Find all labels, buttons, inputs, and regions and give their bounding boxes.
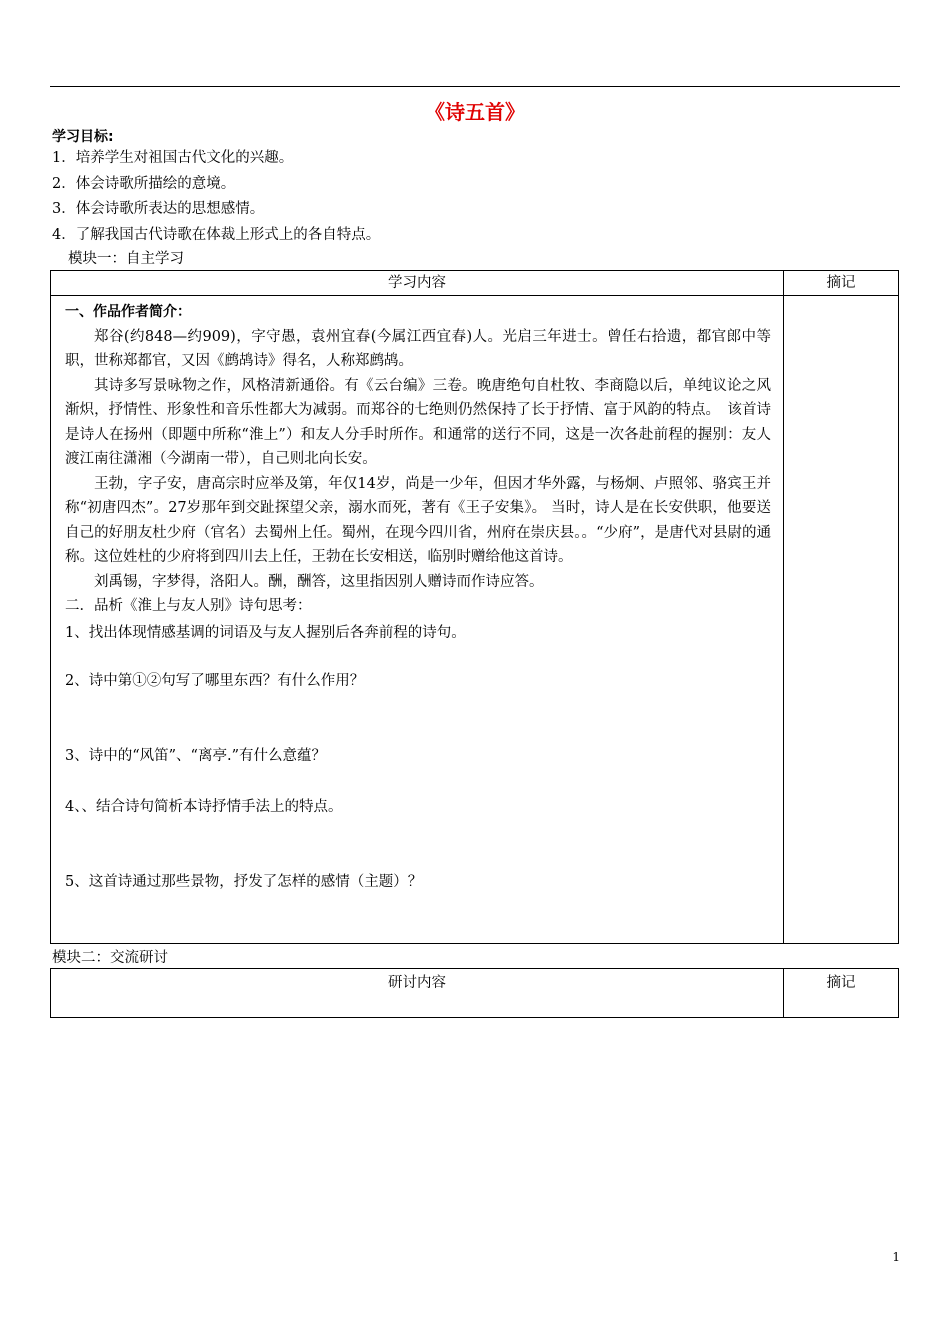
bio-paragraph: 其诗多写景咏物之作，风格清新通俗。有《云台编》三卷。晚唐绝句自杜牧、李商隐以后，单纯议论之风渐炽，抒情性、形象性和音乐性都大为减弱。而郑谷的七绝则仍然保持了长于抒情、富于风韵的特点。 该首诗是诗人在扬州（即题中所称“淮上”）和友人分手时所作。和通常的送行不同，这是一次各赴前程的握别：友人渡江南往潇湘（今湖南一带），自己则北向长安。 — [65, 377, 771, 467]
module1-content-header: 学习内容 — [51, 271, 784, 296]
question-item: 1、找出体现情感基调的词语及与友人握别后各奔前程的诗句。 — [65, 624, 466, 641]
module1-content-cell — [51, 296, 784, 944]
module2-notes-header: 摘记 — [784, 969, 899, 1018]
module2-content-header: 研讨内容 — [51, 969, 784, 1018]
section1-heading: 一、作品作者简介： — [65, 304, 191, 320]
bio-paragraph: 王勃，字子安，唐高宗时应举及第，年仅14岁，尚是一少年，但因才华外露，与杨炯、卢照邻、骆宾王并称“初唐四杰”。27岁那年到交趾探望父亲，溺水而死，著有《王子安集》。 当时，诗人是在长安供职，他要送自己的好朋友杜少府（官名）去蜀州上任。蜀州，在现今四川省，州府在崇庆县。。“少府”，是唐代对县尉的通称。这位姓杜的少府将到四川去上任，王勃在长安相送，临别时赠给他这首诗。 — [65, 475, 771, 565]
objective-item: 2．体会诗歌所描绘的意境。 — [52, 175, 236, 192]
question-item: 4、、结合诗句简析本诗抒情手法上的特点。 — [65, 799, 343, 815]
page-number: 1 — [892, 1250, 900, 1264]
question-item: 5、这首诗通过那些景物，抒发了怎样的感情（主题）？ — [65, 873, 423, 890]
page-title: 《诗五首》 — [425, 100, 525, 124]
module1-table — [50, 270, 899, 944]
module1-notes-cell[interactable] — [784, 296, 899, 944]
objective-item: 3．体会诗歌所表达的思想感情。 — [52, 201, 265, 217]
top-rule — [50, 86, 900, 87]
question-item: 2、诗中第①②句写了哪里东西？有什么作用？ — [65, 673, 365, 689]
objectives-list — [52, 148, 380, 250]
objective-item: 4．了解我国古代诗歌在体裁上形式上的各自特点。 — [52, 226, 381, 243]
question-item: 3、诗中的“风笛”、“离亭.”有什么意蕴？ — [65, 747, 326, 764]
objectives-heading: 学习目标: — [52, 129, 114, 145]
module2-table — [50, 968, 899, 1018]
bio-paragraph: 刘禹锡，字梦得，洛阳人。酬，酬答，这里指因别人赠诗而作诗应答。 — [94, 573, 544, 590]
objective-item: 1．培养学生对祖国古代文化的兴趣。 — [52, 150, 294, 166]
module1-label: 模块一：自主学习 — [68, 251, 184, 267]
module1-notes-header: 摘记 — [784, 271, 899, 296]
bio-paragraph: 郑谷(约848—约909)，字守愚，袁州宜春(今属江西宜春)人。光启三年进士。曾任右拾遗，都官郎中等职，世称郑都官，又因《鹧鸪诗》得名，人称郑鹧鸪。 — [65, 328, 771, 369]
module2-label: 模块二：交流研讨 — [52, 950, 168, 966]
section2-heading: 二．品析《淮上与友人别》诗句思考： — [65, 598, 312, 614]
